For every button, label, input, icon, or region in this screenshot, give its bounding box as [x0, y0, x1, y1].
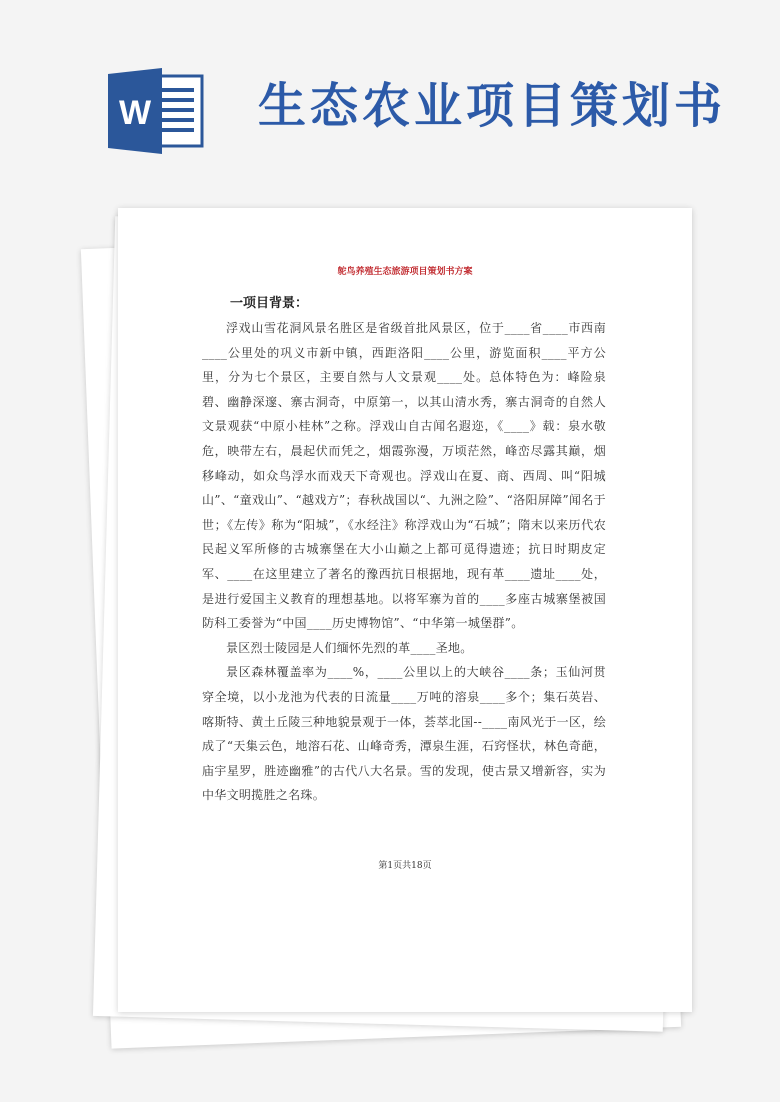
document-body: [202, 316, 606, 808]
paragraph: 浮戏山雪花洞风景名胜区是省级首批风景区，位于____省____市西南____公里处的巩义市新中镇，西距洛阳____公里，游览面积____平方公里，分为七个景区，主要自然与人文景观____处。总体特色为：峰险泉碧、幽静深邃、寨古洞奇，中原第一，以其山清水秀，寨古洞奇的自然人文景观获“中原小桂林”之称。浮戏山自古闻名遐迩，《____》载：泉水敬危，映带左右，晨起伏而凭之，烟霞弥漫，万顷茫然，峰峦尽露其巅，烟移峰动，如众鸟浮水而戏天下奇观也。浮戏山在夏、商、西周、叫“阳城山”、“童戏山”、“越戏方”；春秋战国以“、九洲之险”、“洛阳屏障”闻名于世；《左传》称为“阳城”，《水经注》称浮戏山为“石城”；隋末以来历代农民起义军所修的古城寨堡在大小山巅之上都可觅得遗迹；抗日时期皮定军、____在这里建立了著名的豫西抗日根据地，现有革____遗址____处，是进行爱国主义教育的理想基地。以将军寨为首的____多座古城寨堡被国防科工委誉为“中国____历史博物馆”、“中华第一城堡群”。: [202, 321, 606, 631]
banner-title: 生态农业项目策划书: [258, 78, 727, 134]
word-document-icon: [108, 68, 206, 154]
document-page: [118, 208, 692, 1012]
word-logo-letter: W: [118, 94, 152, 132]
paragraph: 景区烈士陵园是人们缅怀先烈的革____圣地。: [226, 640, 473, 655]
document-title: 鸵鸟养殖生态旅游项目策划书方案: [337, 267, 473, 277]
banner: [0, 0, 780, 200]
paragraph: 景区森林覆盖率为____%，____公里以上的大峡谷____条；玉仙河贯穿全境，以小龙池为代表的日流量____万吨的溶泉____多个；集石英岩、喀斯特、黄土丘陵三种地貌景观于一体，荟萃北国--____南风光于一区，绘成了“天集云色，地溶石花、山峰奇秀，潭泉生涯，石窍怪状，林色奇葩，庙宇星罗，胜迹幽雅”的古代八大名景。雪的发现，使古景又增新容，实为中华文明揽胜之名珠。: [202, 665, 606, 803]
page-footer: 第1页共18页: [378, 861, 432, 871]
section-heading: 一项目背景：: [230, 296, 309, 311]
